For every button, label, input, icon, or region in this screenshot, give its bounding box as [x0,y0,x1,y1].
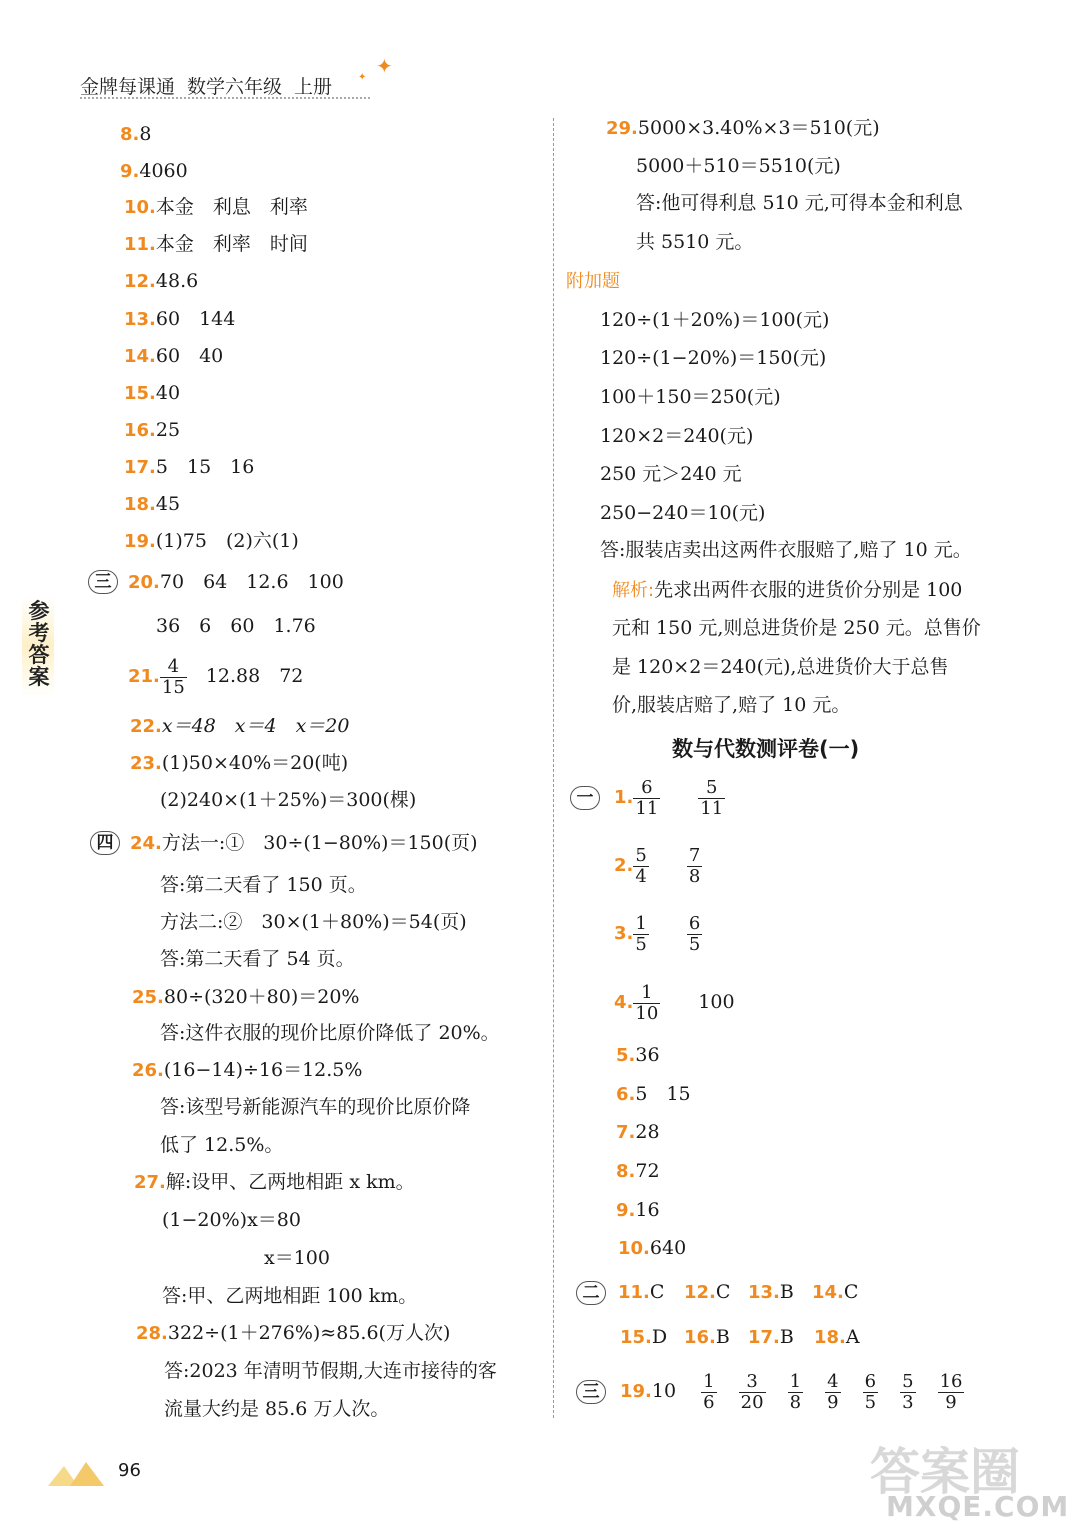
extra-line: 120÷(1−20%)＝150(元) [600,347,827,369]
answer-26-line3: 低了 12.5%。 [160,1134,284,1156]
answer-27: 27.解:设甲、乙两地相距 x km。 [134,1171,415,1193]
mc-answer: 14.C [812,1281,859,1303]
q4: 4. $\frac{1}{10}$ 100 [614,981,735,1024]
q2: 2. $\frac{5}{4}$ $\frac{7}{8}$ [614,844,701,887]
answer-24-line3: 方法二:② 30×(1＋80%)＝54(页) [160,911,467,933]
answer-9: 9.4060 [120,160,188,182]
q5: 5.36 [616,1044,660,1066]
extra-answer: 答:服装店卖出这两件衣服赔了,赔了 10 元。 [600,539,972,561]
q7: 7.28 [616,1121,660,1143]
answer-10: 10.本金 利息 利率 [124,196,308,218]
subject: 数学六年级 [187,76,283,98]
q6: 6.5 15 [616,1083,691,1105]
section-marker-2: 二 [576,1281,606,1305]
answer-25-line2: 答:这件衣服的现价比原价降低了 20%。 [160,1022,500,1044]
extra-line: 250−240＝10(元) [600,502,766,524]
answer-24-line4: 答:第二天看了 54 页。 [160,948,355,970]
column-divider [553,118,554,1418]
answer-28-line3: 流量大约是 85.6 万人次。 [164,1398,390,1420]
answer-24-line2: 答:第二天看了 150 页。 [160,874,367,896]
answer-22: 22.x＝48 x＝4 x＝20 [130,715,350,737]
q1: 1. $\frac{6}{11}$ $\frac{5}{11}$ [614,776,724,819]
answer-23: 23.(1)50×40%＝20(吨) [130,752,349,774]
analysis-line: 元和 150 元,则总进货价是 250 元。总售价 [612,617,981,639]
book-title: 金牌每课通 [80,76,176,98]
header-rule [80,97,370,99]
watermark-logo: 答案圈 [870,1443,1020,1501]
q10: 10.640 [618,1237,687,1259]
section-marker-1: 一 [570,786,600,810]
section-marker-3b: 三 [576,1380,606,1404]
page-header [80,72,344,99]
side-tab: 参考答案 [28,599,50,689]
mountain-icon [46,1458,110,1488]
answer-26: 26.(16−14)÷16＝12.5% [132,1059,363,1081]
sparkle-small-icon: ✦ [358,72,367,83]
answer-29: 29.5000×3.40%×3＝510(元) [606,117,880,139]
answer-15: 15.40 [124,382,181,404]
analysis-label: 解析: [612,580,655,601]
q8: 8.72 [616,1160,660,1182]
answer-27-line4: 答:甲、乙两地相距 100 km。 [162,1285,418,1307]
answer-20-line2: 36 6 60 1.76 [156,615,316,637]
answer-29-line4: 共 5510 元。 [636,231,754,253]
mc-answer: 11.C [618,1281,665,1303]
answer-25: 25.80÷(320＋80)＝20% [132,986,360,1008]
answer-12: 12.48.6 [124,270,199,292]
analysis-line: 是 120×2＝240(元),总进货价大于总售 [612,656,949,678]
mc-answer: 17.B [748,1326,794,1348]
q19: 19.10 $\frac{1}{6}$ $\frac{3}{20}$ $\frac{1}{8}$ $\frac{4}{9}$ $\frac{6}{5}$ $\frac{5}{3}$ $\frac{16}{9}$ [620,1370,963,1413]
answer-13: 13.60 144 [124,308,236,330]
mc-answer: 13.B [748,1281,794,1303]
analysis-line: 解析:先求出两件衣服的进货价分别是 100 [612,579,963,601]
answer-27-line3: x＝100 [264,1247,330,1269]
fraction: $\frac{4}{15}$ [161,655,185,698]
extra-question-label: 附加题 [566,271,620,292]
answer-11: 11.本金 利率 时间 [124,233,308,255]
answer-16: 16.25 [124,419,181,441]
analysis-line: 价,服装店赔了,赔了 10 元。 [612,694,851,716]
extra-line: 250 元＞240 元 [600,463,742,485]
section-marker-3: 三 [88,570,118,594]
page-number: 96 [118,1460,141,1481]
answer-19: 19.(1)75 (2)六(1) [124,530,299,552]
extra-line: 120×2＝240(元) [600,425,754,447]
mc-answer: 15.D [620,1326,668,1348]
section-marker-4: 四 [90,831,120,855]
mc-answer: 12.C [684,1281,731,1303]
mc-answer: 18.A [814,1326,860,1348]
answer-18: 18.45 [124,493,181,515]
answer-14: 14.60 40 [124,345,224,367]
extra-line: 100＋150＝250(元) [600,386,781,408]
test-title: 数与代数测评卷(一) [672,737,860,761]
answer-26-line2: 答:该型号新能源汽车的现价比原价降 [160,1096,471,1118]
volume: 上册 [294,76,333,98]
answer-23-line2: (2)240×(1＋25%)＝300(棵) [160,789,417,811]
watermark-url: MXQE.COM [886,1490,1069,1523]
answer-17: 17.5 15 16 [124,456,255,478]
q9: 9.16 [616,1199,660,1221]
mc-answer: 16.B [684,1326,730,1348]
answer-27-line2: (1−20%)x＝80 [162,1209,301,1231]
extra-line: 120÷(1＋20%)＝100(元) [600,309,830,331]
q3: 3. $\frac{1}{5}$ $\frac{6}{5}$ [614,912,701,955]
answer-29-line2: 5000＋510＝5510(元) [636,155,841,177]
sparkle-icon: ✦ [376,54,393,78]
answer-20: 20.70 64 12.6 100 [128,571,344,593]
answer-8: 8.8 [120,123,152,145]
answer-24: 24.方法一:① 30÷(1−80%)＝150(页) [130,832,478,854]
answer-21: 21. $\frac{4}{15}$ 12.88 72 [128,655,304,698]
answer-29-line3: 答:他可得利息 510 元,可得本金和利息 [636,192,963,214]
answer-28: 28.322÷(1＋276%)≈85.6(万人次) [136,1322,451,1344]
answer-28-line2: 答:2023 年清明节假期,大连市接待的客 [164,1360,497,1382]
